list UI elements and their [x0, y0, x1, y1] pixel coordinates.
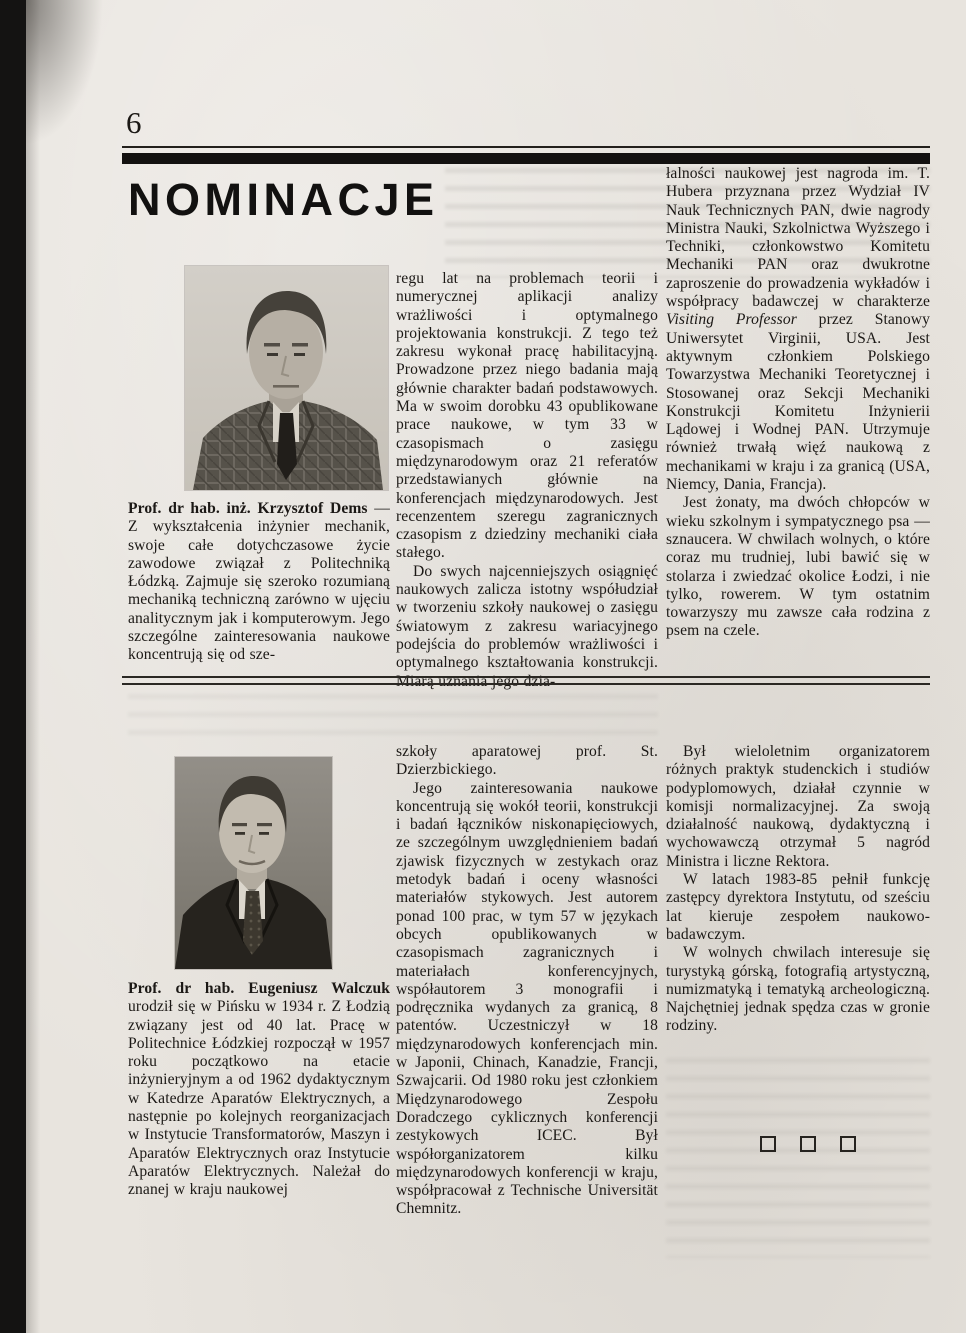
end-of-article-marker: [760, 1136, 856, 1152]
end-marker-square: [760, 1136, 776, 1152]
dems-col2-para1: regu lat na problemach teorii i numerycznej aplikacji analizy wrażliwości i optymalnego projektowania konstrukcji. Z tego też zakresu wykonał pracę habilitacyjną. Prowadzone przez niego badania mają głównie charakter badań podstawowych. Ma w swoim dorobku 43 opublikowane prace naukowe, w tym 33 w czasopismach o zasięgu międzynarodowym oraz 21 referatów przedstawianych głównie na konferencjach międzynarodowych. Jest recenzentem szeregu zagranicznych czasopism z dziedziny mechaniki ciała stałego.: [396, 270, 658, 562]
dems-col3-para1: łalności naukowej jest nagroda im. T. Hubera przyznana przez Wydział IV Nauk Technicznych PAN, dwie nagrody Ministra Nauki, Szkolnictwa Wyższego i Techniki, członkowstwo Komitetu Mechaniki PAN oraz dwukrotne zaproszenie do prowadzenia wykładów i współpracy badawczej w charakterze Visiting Professor przez Stanowy Uniwersytet Virginii, USA. Jest aktywnym członkiem Polskiego Towarzystwa Mechaniki Teoretycznej i Stosowanej oraz Sekcji Mechaniki Konstrukcji Komitetu Inżynierii Lądowej i Wodnej PAN. Utrzymuje również trwałą więź naukową z mechanikami w kraju i za granicą (USA, Niemcy, Dania, Francja).: [666, 165, 930, 494]
dems-col3-para2: Jest żonaty, ma dwóch chłopców w wieku szkolnym i sympatycznego psa — sznaucera. W chwilach wolnych, o które coraz mu trudniej, lubi bawić się w stolarza i zwiedzać okolice Łodzi, i nie tylko, rowerem. W tym ostatnim towarzyszy mu zawsze cała rodzina z psem na czele.: [666, 494, 930, 640]
bleedthrough-smudge: [128, 694, 658, 736]
portrait-photo-dems: [185, 266, 388, 490]
scan-gutter-strip: [0, 0, 26, 1333]
end-marker-square: [840, 1136, 856, 1152]
page-edge-shadow: [26, 0, 40, 1333]
dems-name: Prof. dr hab. inż. Krzysztof Dems: [128, 500, 368, 517]
walczuk-col3-para3: W wolnych chwilach interesuje się turystyką górską, fotografią artystyczną, numizmatyką i tematyką archeologiczną. Najchętniej jednak spędza czas w gronie rodziny.: [666, 944, 930, 1035]
page-number: 6: [126, 105, 142, 140]
portrait-photo-walczuk: [175, 757, 332, 969]
walczuk-col2-para2: Jego zainteresowania naukowe koncentrują się wokół teorii, konstrukcji i badań łączników niskonapięciowych, ze szczególnym uwzględnieniem badań zjawisk fizycznych w zestykach oraz metodyk badań i oceny własności materiałów stykowych. Jest autorem ponad 100 prac, w tym 57 w językach obcych opublikowanych w czasopismach zagranicznych i materiałach konferencyjnych, współautorem 3 monografii i podręcznika wydanych za granicą, 8 patentów. Uczestniczył w 18 międzynarodowych konferencjach min. w Japonii, Chinach, Kanadzie, Francji, Szwajcarii. Od 1980 roku jest członkiem Międzynarodowego Zespołu Doradczego cyklicznych konferencji zestykowych ICEC. Był współorganizatorem kilku międzynarodowych konferencji w kraju, współpracował z Technische Universität Chemnitz.: [396, 779, 658, 1218]
dems-col2-para2: Do swych najcenniejszych osiągnięć naukowych zalicza istotny współudział w tworzeniu szkoły naukowej o zasięgu światowym z zakresu wariacyjnego podejścia do problemów wrażliwości i optymalnego kształtowania konstrukcji. Miarą uznania jego dzia-: [396, 562, 658, 690]
bleedthrough-smudge: [666, 1058, 930, 1258]
walczuk-col3-para2: W latach 1983-85 pełnił funkcję zastępcy dyrektora Instytutu, od sześciu lat kieruje zespołem naukowo-badawczym.: [666, 871, 930, 943]
walczuk-name: Prof. dr hab. Eugeniusz Walczuk: [128, 980, 390, 997]
article-dems-col2: [396, 270, 658, 691]
article-dems-col3: [666, 165, 930, 641]
header-rule-thin: [122, 146, 930, 148]
header-rule-thick: [122, 153, 930, 164]
end-marker-square: [800, 1136, 816, 1152]
article-dems-col1: [128, 500, 390, 665]
page-title: NOMINACJE: [128, 174, 439, 225]
article-walczuk-col3: [666, 743, 930, 1036]
walczuk-col1-text: urodził się w Pińsku w 1934 r. Z Łodzią związany jest od 40 lat. Pracę w Politechnice Łódzkiej rozpoczął w 1957 roku początkowo na etacie inżynieryjnym a od 1962 dydaktycznym w Katedrze Aparatów Elektrycznych, a następnie po kolejnych reorganizacjach w Instytucie Transformatorów, Maszyn i Aparatów Elektrycznych oraz Instytucie Aparatów Elektrycznych. Należał do znanej w kraju naukowej: [128, 998, 390, 1199]
walczuk-col2-para1: szkoły aparatowej prof. St. Dzierzbickiego.: [396, 743, 658, 779]
article-walczuk-col1: [128, 980, 390, 1200]
walczuk-col3-para1: Był wieloletnim organizatorem różnych praktyk studenckich i studiów podyplomowych, działał czynnie w komisji normalizacyjnej. Za swoją działalność naukową, dydaktyczną i wychowawczą otrzymał 5 nagród Ministra i liczne Rektora.: [666, 743, 930, 870]
article-walczuk-col2: [396, 743, 658, 1219]
section-divider-double-rule: [122, 676, 930, 685]
visiting-professor-italic: Visiting Professor: [666, 311, 797, 329]
dems-col1-text: — Z wykształcenia inżynier mechanik, swoje całe dotychczasowe życie zawodowe związał z Politechniką Łódzką. Zajmuje się szeroko rozumianą mechaniką techniczną zarówno w ujęciu analitycznym jak i komputerowym. Jego szczególne zainteresowania naukowe koncentrują się od sze-: [128, 500, 390, 664]
